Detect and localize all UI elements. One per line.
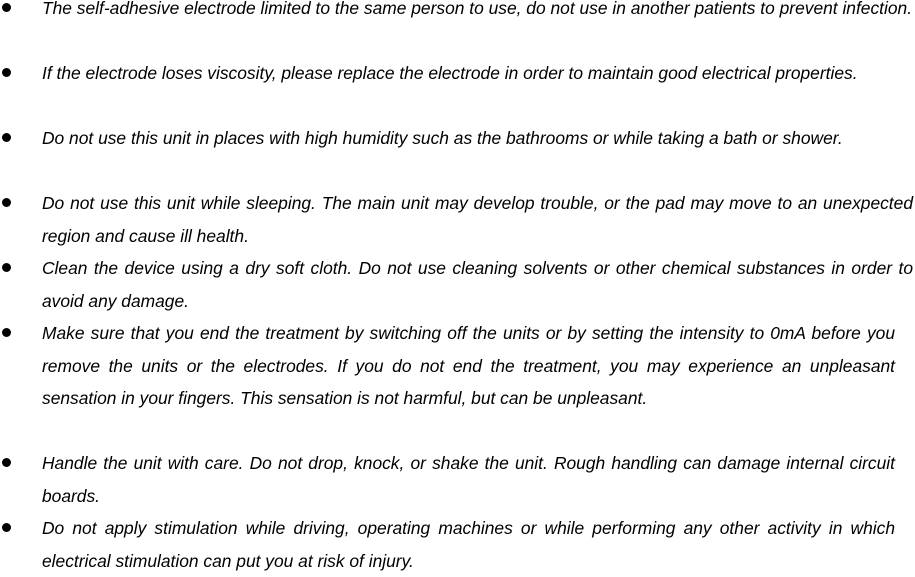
- list-item-text: The self-adhesive electrode limited to the same person to use, do not use in another patients to prevent infection.: [42, 0, 913, 18]
- bullet-icon: [2, 523, 11, 532]
- list-item-text: Do not use this unit in places with high humidity such as the bathrooms or while taking a bath or shower.: [42, 128, 843, 148]
- bullet-icon: [2, 68, 11, 77]
- list-item-text: Clean the device using a dry soft cloth. Do not use cleaning solvents or other chemical substances in order to avoid any damage.: [42, 258, 913, 311]
- list-item-text: If the electrode loses viscosity, please replace the electrode in order to maintain good electrical properties.: [42, 63, 858, 83]
- list-item-text: Do not use this unit while sleeping. The main unit may develop trouble, or the pad may move to an unexpected region and cause ill health.: [42, 193, 913, 246]
- bullet-icon: [2, 3, 11, 12]
- bullet-icon: [2, 133, 11, 142]
- list-item-text: Make sure that you end the treatment by switching off the units or by setting the intensity to 0mA before you remove the units or the electrodes. If you do not end the treatment, you may experience an unpleasant sensation in your fingers. This sensation is not harmful, but can be unpleasant.: [42, 323, 895, 408]
- bullet-icon: [2, 328, 11, 337]
- bullet-icon: [2, 263, 11, 272]
- bullet-icon: [2, 458, 11, 467]
- list-item-text: Do not apply stimulation while driving, operating machines or while performing any other activity in which electrical stimulation can put you at risk of injury.: [42, 518, 895, 571]
- list-item-text: Handle the unit with care. Do not drop, knock, or shake the unit. Rough handling can damage internal circuit boards.: [42, 453, 895, 506]
- bullet-icon: [2, 198, 11, 207]
